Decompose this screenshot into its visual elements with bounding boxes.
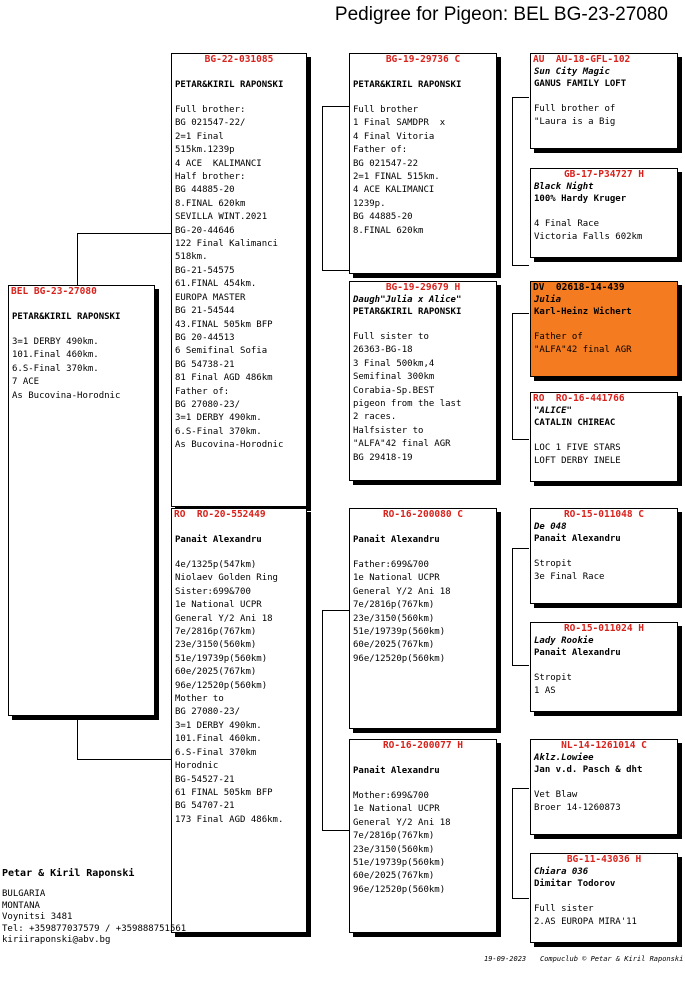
pigeon-name: Chiara 036: [534, 867, 589, 877]
connector: [512, 788, 529, 789]
sire-dam-card[interactable]: [349, 281, 497, 481]
ring-number: 02618-14-439: [555, 282, 625, 293]
pigeon-name: Black Night: [534, 182, 594, 192]
owner-name: PETAR&KIRIL RAPONSKI: [12, 312, 121, 322]
owner-name: Panait Alexandru: [353, 535, 440, 545]
ring-number: RO-15-011024 H: [563, 623, 645, 634]
ring-number: RO-16-200077 H: [382, 740, 464, 751]
performance-notes: Stropit 1 AS: [534, 673, 572, 697]
owner-name: PETAR&KIRIL RAPONSKI: [353, 307, 462, 317]
ring-number: BG-22-031085: [204, 54, 274, 65]
dam-dam-card[interactable]: [349, 739, 497, 933]
connector: [322, 830, 349, 831]
subject-card[interactable]: [8, 285, 155, 716]
country-code: RO: [174, 509, 186, 520]
breeder-address: BULGARIA MONTANA Voynitsi 3481 Tel: +359877037579 / +359888751561 kiriiraponski@abv.bg: [2, 889, 187, 946]
owner-name: CATALIN CHIREAC: [534, 418, 616, 428]
ssd-card[interactable]: [530, 168, 678, 258]
dds-card[interactable]: [530, 739, 678, 835]
copyright: Compuclub © Petar & Kiril Raponski: [540, 955, 684, 963]
ring-number: NL-14-1261014 C: [561, 740, 647, 751]
sds-card[interactable]: [530, 281, 678, 377]
performance-notes: 3=1 DERBY 490km. 101.Final 460km. 6.S-Final 370km. 7 ACE As Bucovina-Horodnic: [12, 337, 121, 401]
performance-notes: Father of "ALFA"42 final AGR: [534, 332, 632, 356]
pigeon-name: Lady Rookie: [534, 636, 594, 646]
sire-card[interactable]: [171, 53, 307, 507]
connector: [512, 265, 529, 266]
owner-name: Jan v.d. Pasch & dht: [534, 765, 643, 775]
owner-name: PETAR&KIRIL RAPONSKI: [353, 80, 462, 90]
country-code: DV: [533, 282, 545, 293]
pigeon-name: Daugh"Julia x Alice": [353, 295, 462, 305]
pigeon-name: "ALICE": [534, 406, 572, 416]
owner-name: PETAR&KIRIL RAPONSKI: [175, 80, 284, 90]
owner-name: Panait Alexandru: [534, 648, 621, 658]
ring-number: GB-17-P34727 H: [563, 169, 645, 180]
performance-notes: 4 Final Race Victoria Falls 602km: [534, 219, 643, 243]
ring-number: RO-16-200080 C: [382, 509, 464, 520]
page-title: Pedigree for Pigeon: BEL BG-23-27080: [334, 4, 668, 25]
pigeon-name: De 048: [534, 522, 567, 532]
ring-number: AU-18-GFL-102: [555, 54, 631, 65]
print-date: 19-09-2023: [484, 955, 527, 963]
ring-number: BG-11-43036 H: [566, 854, 642, 865]
performance-notes: Full brother 1 Final SAMDPR x 4 Final Vitoria Father of: BG 021547-22 2=1 FINAL 515km. 4 ACE KALIMANCI 1239p. BG 44885-20 8.FINAL 620km: [353, 105, 446, 236]
connector: [77, 233, 172, 234]
connector: [512, 898, 529, 899]
connector: [322, 270, 349, 271]
ring-number: RO-20-552449: [196, 509, 266, 520]
owner-name: Karl-Heinz Wichert: [534, 307, 632, 317]
connector: [512, 788, 513, 898]
connector: [77, 759, 172, 760]
connector: [77, 233, 78, 286]
performance-notes: Father:699&700 1e National UCPR General Y/2 Ani 18 7e/2816p(767km) 23e/3150(560km) 51e/19739p(560km) 60e/2025(767km) 96e/12520p(560km): [353, 560, 451, 664]
ddd-card[interactable]: [530, 853, 678, 943]
breeder-name: Petar & Kiril Raponski: [2, 868, 135, 879]
connector: [512, 665, 529, 666]
performance-notes: Mother:699&700 1e National UCPR General Y/2 Ani 18 7e/2816p(767km) 23e/3150(560km) 51e/19739p(560km) 60e/2025(767km) 96e/12520p(560km): [353, 791, 451, 895]
performance-notes: 4e/1325p(547km) Niolaev Golden Ring Sister:699&700 1e National UCPR General Y/2 Ani 18 7e/2816p(767km) 23e/3150(560km) 51e/19739p(560km) 60e/2025(767km) 96e/12520p(560km) Mother to BG 27080-23/ 3=1 DERBY 490km. 101.Final 460km. 6.S-Final 370km Horodnic BG-54527-21 61 FINAL 505km BFP BG 54707-21 173 Final AGD 486km.: [175, 560, 284, 825]
dsd-card[interactable]: [530, 622, 678, 712]
connector: [512, 97, 529, 98]
sire-sire-card[interactable]: [349, 53, 497, 274]
country-code: RO: [533, 393, 545, 404]
performance-notes: Vet Blaw Broer 14-1260873: [534, 790, 621, 814]
owner-name: Panait Alexandru: [175, 535, 262, 545]
connector: [512, 97, 513, 265]
dam-sire-card[interactable]: [349, 508, 497, 729]
ring-number: RO-16-441766: [555, 393, 625, 404]
owner-name: Panait Alexandru: [534, 534, 621, 544]
connector: [322, 106, 323, 270]
performance-notes: Full sister 2.AS EUROPA MIRA'11: [534, 904, 637, 928]
connector: [512, 548, 529, 549]
pigeon-name: Julia: [534, 295, 562, 305]
performance-notes: Full brother: BG 021547-22/ 2=1 Final 515km.1239p 4 ACE KALIMANCI Half brother: BG 44885-20 8.FINAL 620km SEVILLA WINT.2021 BG-20-44646 122 Final Kalimanci 518km. BG-21-54575 61.FINAL 454km. EUROPA MASTER BG 21-54544 43.FINAL 505km BFP BG 20-44513 6 Semifinal Sofia BG 54738-21 81 Final AGD 486km Father of: BG 27080-23/ 3=1 DERBY 490km. 6.S-Final 370km. As Bucovina-Horodnic: [175, 105, 284, 451]
connector: [512, 313, 513, 439]
owner-name: GANUS FAMILY LOFT: [534, 79, 627, 89]
performance-notes: Stropit 3e Final Race: [534, 559, 605, 583]
connector: [512, 439, 529, 440]
pigeon-name: Sun City Magic: [534, 67, 610, 77]
owner-name: Dimitar Todorov: [534, 879, 616, 889]
connector: [322, 610, 323, 830]
owner-name: 100% Hardy Kruger: [534, 194, 627, 204]
connector: [322, 106, 349, 107]
owner-name: Panait Alexandru: [353, 766, 440, 776]
ring-number: BG-19-29736 C: [385, 54, 461, 65]
performance-notes: Full brother of "Laura is a Big: [534, 104, 616, 128]
connector: [512, 313, 529, 314]
pigeon-name: Aklz.Lowiee: [534, 753, 594, 763]
dss-card[interactable]: [530, 508, 678, 604]
sdd-card[interactable]: [530, 392, 678, 482]
ring-number: BG-19-29679 H: [385, 282, 461, 293]
connector: [512, 548, 513, 665]
ring-number: RO-15-011048 C: [563, 509, 645, 520]
connector: [77, 716, 78, 760]
country-code: AU: [533, 54, 545, 65]
performance-notes: LOC 1 FIVE STARS LOFT DERBY INELE: [534, 443, 621, 467]
performance-notes: Full sister to 26363-BG-18 3 Final 500km,4 Semifinal 300km Corabia-Sp.BEST pigeon from the last 2 races. Halfsister to "ALFA"42 final AGR BG 29418-19: [353, 332, 462, 463]
dam-card[interactable]: [171, 508, 307, 933]
ring-number: BEL BG-23-27080: [11, 286, 97, 297]
connector: [322, 610, 349, 611]
sss-card[interactable]: [530, 53, 678, 149]
